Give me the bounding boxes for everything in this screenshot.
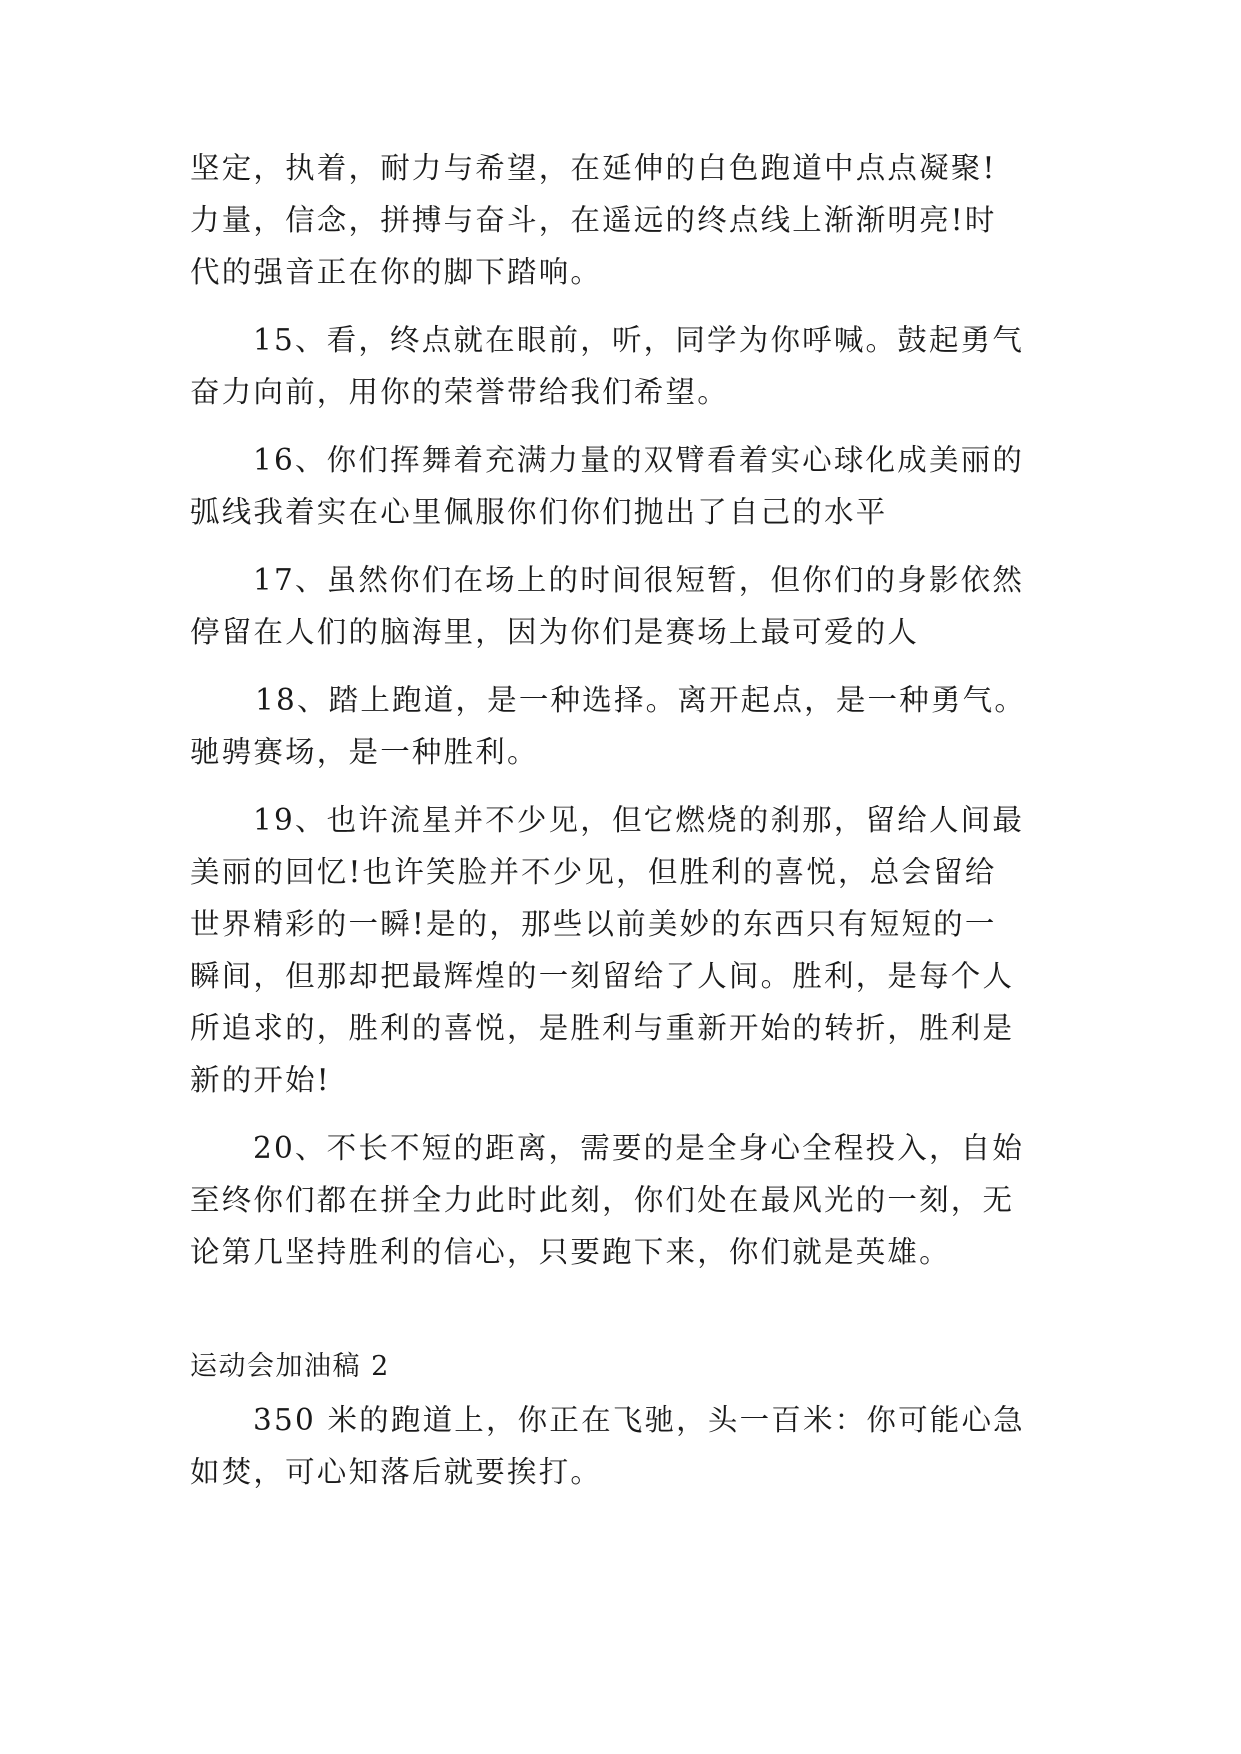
paragraph-line: 奋力向前，用你的荣誉带给我们希望。: [190, 375, 729, 409]
paragraph-line: 力量，信念，拼搏与奋斗，在遥远的终点线上渐渐明亮!时: [190, 203, 997, 237]
paragraph-line: 瞬间，但那却把最辉煌的一刻留给了人间。胜利，是每个人: [190, 959, 1015, 993]
paragraph-line: 美丽的回忆!也许笑脸并不少见，但胜利的喜悦，总会留给: [190, 855, 997, 889]
paragraph-line: 世界精彩的一瞬!是的，那些以前美妙的东西只有短短的一: [190, 907, 997, 941]
paragraph-line: 15、看，终点就在眼前，听，同学为你呼喊。鼓起勇气: [253, 323, 1025, 357]
paragraph-line: 坚定，执着，耐力与希望，在延伸的白色跑道中点点凝聚!: [190, 151, 997, 185]
paragraph-line: 18、踏上跑道，是一种选择。离开起点，是一种勇气。: [255, 683, 1027, 717]
paragraph-line: 20、不长不短的距离，需要的是全身心全程投入，自始: [253, 1131, 1025, 1165]
paragraph-line: 新的开始!: [190, 1063, 331, 1097]
section-heading: 运动会加油稿 2: [190, 1351, 390, 1382]
paragraph-line: 弧线我着实在心里佩服你们你们抛出了自己的水平: [190, 495, 888, 529]
paragraph-line: 19、也许流星并不少见，但它燃烧的刹那，留给人间最: [253, 803, 1025, 837]
paragraph-line: 停留在人们的脑海里，因为你们是赛场上最可爱的人: [190, 615, 920, 649]
paragraph-line: 如焚，可心知落后就要挨打。: [190, 1455, 603, 1489]
paragraph-line: 论第几坚持胜利的信心，只要跑下来，你们就是英雄。: [190, 1235, 951, 1269]
paragraph-line: 驰骋赛场，是一种胜利。: [190, 735, 539, 769]
paragraph-line: 17、虽然你们在场上的时间很短暂，但你们的身影依然: [253, 563, 1025, 597]
paragraph-line: 16、你们挥舞着充满力量的双臂看着实心球化成美丽的: [253, 443, 1025, 477]
paragraph-line: 至终你们都在拼全力此时此刻，你们处在最风光的一刻，无: [190, 1183, 1015, 1217]
paragraph-line: 350 米的跑道上，你正在飞驰，头一百米：你可能心急: [253, 1403, 1025, 1437]
paragraph-line: 所追求的，胜利的喜悦，是胜利与重新开始的转折，胜利是: [190, 1011, 1015, 1045]
paragraph-line: 代的强音正在你的脚下踏响。: [190, 255, 603, 289]
